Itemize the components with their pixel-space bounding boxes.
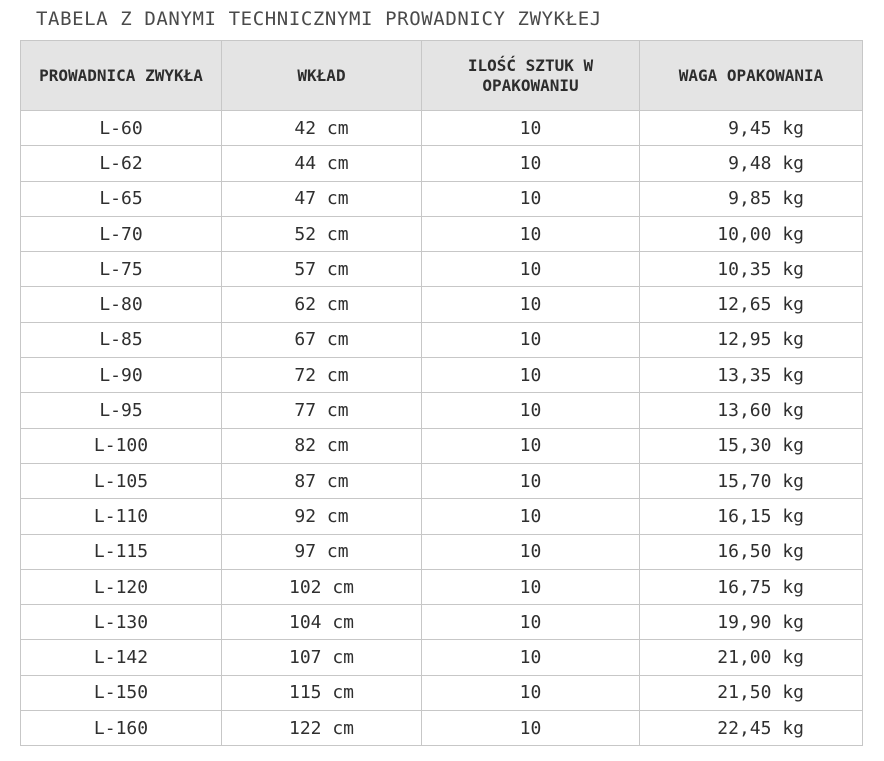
insert-cell: 107 cm: [222, 640, 422, 675]
insert-cell: 77 cm: [222, 393, 422, 428]
quantity-cell: 10: [422, 605, 640, 640]
guide-cell: L-75: [21, 252, 222, 287]
table-body: [21, 111, 863, 746]
insert-cell: 62 cm: [222, 287, 422, 322]
weight-cell: 12,65 kg: [640, 287, 863, 322]
weight-cell: 9,45 kg: [640, 111, 863, 146]
insert-cell: 47 cm: [222, 181, 422, 216]
quantity-cell: 10: [422, 393, 640, 428]
column-header-weight: WAGA OPAKOWANIA: [640, 41, 863, 111]
table-row: [21, 640, 863, 675]
table-header: [21, 41, 863, 111]
table-row: [21, 287, 863, 322]
weight-cell: 16,50 kg: [640, 534, 863, 569]
table-row: [21, 216, 863, 251]
insert-cell: 97 cm: [222, 534, 422, 569]
quantity-cell: 10: [422, 252, 640, 287]
quantity-cell: 10: [422, 534, 640, 569]
quantity-cell: 10: [422, 111, 640, 146]
guide-cell: L-62: [21, 146, 222, 181]
quantity-cell: 10: [422, 463, 640, 498]
insert-cell: 122 cm: [222, 711, 422, 746]
guide-cell: L-100: [21, 428, 222, 463]
table-row: [21, 534, 863, 569]
weight-cell: 19,90 kg: [640, 605, 863, 640]
weight-cell: 13,35 kg: [640, 358, 863, 393]
weight-cell: 16,75 kg: [640, 569, 863, 604]
guide-cell: L-105: [21, 463, 222, 498]
weight-cell: 9,48 kg: [640, 146, 863, 181]
insert-cell: 72 cm: [222, 358, 422, 393]
quantity-cell: 10: [422, 287, 640, 322]
table-row: [21, 428, 863, 463]
table-title: TABELA Z DANYMI TECHNICZNYMI PROWADNICY ZWYKŁEJ: [36, 8, 602, 30]
insert-cell: 87 cm: [222, 463, 422, 498]
table-row: [21, 499, 863, 534]
table-row: [21, 111, 863, 146]
guide-cell: L-60: [21, 111, 222, 146]
guide-cell: L-150: [21, 675, 222, 710]
table-row: [21, 181, 863, 216]
guide-cell: L-115: [21, 534, 222, 569]
table-row: [21, 675, 863, 710]
insert-cell: 115 cm: [222, 675, 422, 710]
guide-cell: L-95: [21, 393, 222, 428]
weight-cell: 22,45 kg: [640, 711, 863, 746]
insert-cell: 52 cm: [222, 216, 422, 251]
column-header-insert: WKŁAD: [222, 41, 422, 111]
table-row: [21, 322, 863, 357]
quantity-cell: 10: [422, 569, 640, 604]
guide-cell: L-70: [21, 216, 222, 251]
weight-cell: 10,00 kg: [640, 216, 863, 251]
quantity-cell: 10: [422, 428, 640, 463]
quantity-cell: 10: [422, 146, 640, 181]
guide-cell: L-65: [21, 181, 222, 216]
quantity-cell: 10: [422, 181, 640, 216]
weight-cell: 21,50 kg: [640, 675, 863, 710]
guide-cell: L-80: [21, 287, 222, 322]
weight-cell: 10,35 kg: [640, 252, 863, 287]
weight-cell: 15,30 kg: [640, 428, 863, 463]
guide-cell: L-130: [21, 605, 222, 640]
guide-cell: L-85: [21, 322, 222, 357]
weight-cell: 21,00 kg: [640, 640, 863, 675]
table-row: [21, 605, 863, 640]
insert-cell: 44 cm: [222, 146, 422, 181]
quantity-cell: 10: [422, 675, 640, 710]
insert-cell: 67 cm: [222, 322, 422, 357]
column-header-quantity: ILOŚĆ SZTUK W OPAKOWANIU: [422, 41, 640, 111]
table-row: [21, 569, 863, 604]
table-row: [21, 711, 863, 746]
guide-cell: L-110: [21, 499, 222, 534]
weight-cell: 13,60 kg: [640, 393, 863, 428]
table-row: [21, 252, 863, 287]
insert-cell: 104 cm: [222, 605, 422, 640]
spec-table: [20, 40, 863, 746]
table-row: [21, 393, 863, 428]
insert-cell: 42 cm: [222, 111, 422, 146]
guide-cell: L-142: [21, 640, 222, 675]
insert-cell: 92 cm: [222, 499, 422, 534]
column-header-guide: PROWADNICA ZWYKŁA: [21, 41, 222, 111]
insert-cell: 57 cm: [222, 252, 422, 287]
guide-cell: L-160: [21, 711, 222, 746]
insert-cell: 82 cm: [222, 428, 422, 463]
insert-cell: 102 cm: [222, 569, 422, 604]
weight-cell: 16,15 kg: [640, 499, 863, 534]
guide-cell: L-120: [21, 569, 222, 604]
table-row: [21, 146, 863, 181]
quantity-cell: 10: [422, 358, 640, 393]
header-row: [21, 41, 863, 111]
quantity-cell: 10: [422, 216, 640, 251]
table-row: [21, 358, 863, 393]
table-row: [21, 463, 863, 498]
quantity-cell: 10: [422, 640, 640, 675]
weight-cell: 15,70 kg: [640, 463, 863, 498]
guide-cell: L-90: [21, 358, 222, 393]
quantity-cell: 10: [422, 711, 640, 746]
quantity-cell: 10: [422, 322, 640, 357]
weight-cell: 12,95 kg: [640, 322, 863, 357]
quantity-cell: 10: [422, 499, 640, 534]
weight-cell: 9,85 kg: [640, 181, 863, 216]
